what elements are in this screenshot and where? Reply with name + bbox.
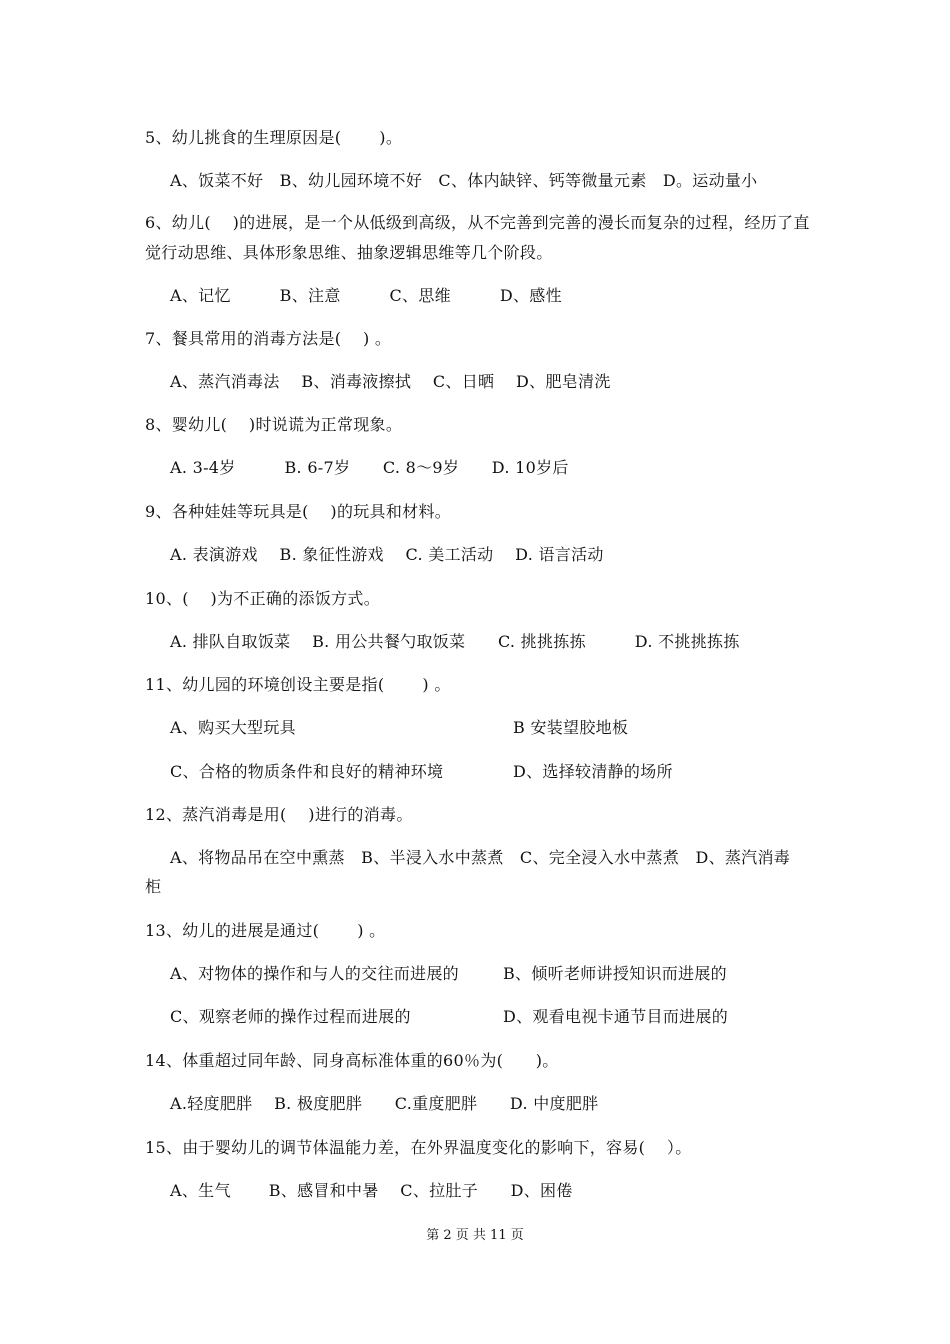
question-9-options: A. 表演游戏 B. 象征性游戏 C. 美工活动 D. 语言活动 xyxy=(170,545,604,564)
question-10-stem: 10、( )为不正确的添饭方式。 xyxy=(145,589,381,608)
question-12-stem: 12、蒸汽消毒是用( )进行的消毒。 xyxy=(145,805,413,824)
question-8-options: A. 3-4岁 B. 6-7岁 C. 8～9岁 D. 10岁后 xyxy=(170,458,569,477)
question-11-option-b: B 安装望胶地板 xyxy=(513,718,629,737)
question-13-option-a: A、对物体的操作和与人的交往而进展的 xyxy=(170,964,459,983)
question-11-option-d: D、选择较清静的场所 xyxy=(513,762,673,781)
question-11-option-c: C、合格的物质条件和良好的精神环境 xyxy=(170,762,444,781)
question-12-options-line-2: 柜 xyxy=(145,877,162,896)
question-13-option-d: D、观看电视卡通节目而进展的 xyxy=(503,1007,729,1026)
question-10-options: A. 排队自取饭菜 B. 用公共餐勺取饭菜 C. 挑挑拣拣 D. 不挑挑拣拣 xyxy=(170,632,740,651)
question-15-options: A、生气 B、感冒和中暑 C、拉肚子 D、困倦 xyxy=(170,1181,573,1200)
question-14-options: A.轻度肥胖 B. 极度肥胖 C.重度肥胖 D. 中度肥胖 xyxy=(170,1094,599,1113)
question-6-options: A、记忆 B、注意 C、思维 D、感性 xyxy=(170,286,562,305)
question-12-options-line-1: A、将物品吊在空中熏蒸 B、半浸入水中蒸煮 C、完全浸入水中蒸煮 D、蒸汽消毒 xyxy=(170,848,791,867)
question-7-options: A、蒸汽消毒法 B、消毒液擦拭 C、日晒 D、肥皂清洗 xyxy=(170,372,611,391)
question-13-option-c: C、观察老师的操作过程而进展的 xyxy=(170,1007,411,1026)
question-6-stem: 6、幼儿( )的进展，是一个从低级到高级，从不完善到完善的漫长而复杂的过程，经历了直觉行动思维、具体形象思维、抽象逻辑思维等几个阶段。 xyxy=(145,213,810,262)
question-13-stem: 13、幼儿的进展是通过( ) 。 xyxy=(145,921,386,940)
question-14-stem: 14、体重超过同年龄、同身高标准体重的60％为( )。 xyxy=(145,1051,559,1070)
question-11-stem: 11、幼儿园的环境创设主要是指( ) 。 xyxy=(145,675,451,694)
question-11-option-a: A、购买大型玩具 xyxy=(170,718,296,737)
question-15-stem: 15、由于婴幼儿的调节体温能力差，在外界温度变化的影响下，容易( ）。 xyxy=(145,1138,692,1157)
question-5-options: A、饭菜不好 B、幼儿园环境不好 C、体内缺锌、钙等微量元素 D。运动量小 xyxy=(170,171,758,190)
question-9-stem: 9、各种娃娃等玩具是( )的玩具和材料。 xyxy=(145,502,452,521)
question-7-stem: 7、餐具常用的消毒方法是( ) 。 xyxy=(145,329,392,348)
page-number-footer: 第 2 页 共 11 页 xyxy=(426,1228,524,1243)
question-13-option-b: B、倾听老师讲授知识而进展的 xyxy=(503,964,727,983)
question-8-stem: 8、婴幼儿( )时说谎为正常现象。 xyxy=(145,415,403,434)
question-5-stem: 5、幼儿挑食的生理原因是( )。 xyxy=(145,128,403,147)
